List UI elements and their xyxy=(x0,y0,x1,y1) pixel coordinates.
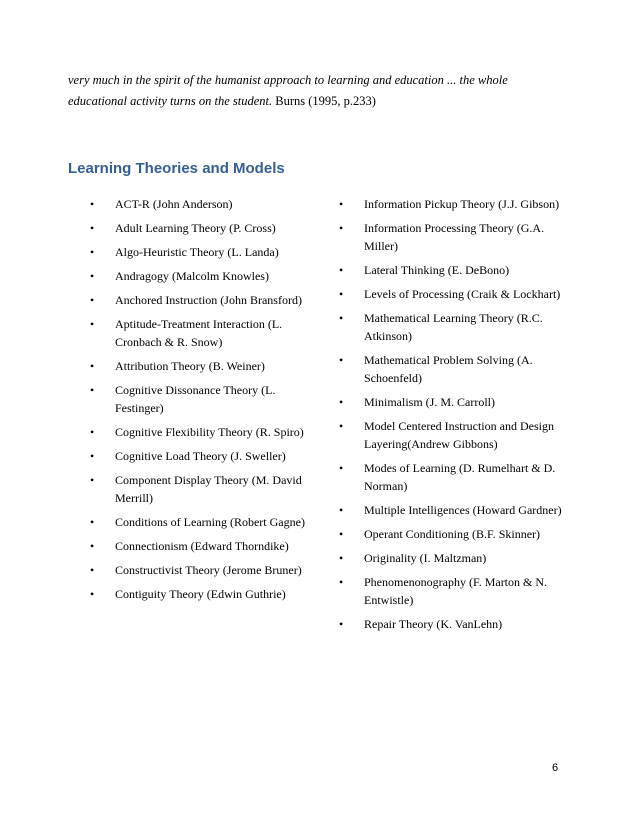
list-item xyxy=(90,447,315,465)
theories-list-left xyxy=(90,195,315,609)
list-item xyxy=(90,315,315,351)
bullet-icon: • xyxy=(90,269,95,283)
bullet-icon: • xyxy=(90,293,95,307)
bullet-icon: • xyxy=(339,311,344,325)
list-item xyxy=(90,195,315,213)
bullet-icon: • xyxy=(339,197,344,211)
list-item xyxy=(90,357,315,375)
list-item-text: Aptitude-Treatment Interaction (L. Cronbach & R. Snow) xyxy=(115,317,283,349)
list-item xyxy=(339,501,571,519)
bullet-icon: • xyxy=(339,419,344,433)
bullet-icon: • xyxy=(90,221,95,235)
bullet-icon: • xyxy=(339,395,344,409)
list-item xyxy=(90,537,315,555)
list-item-text: Multiple Intelligences (Howard Gardner) xyxy=(364,503,562,517)
bullet-icon: • xyxy=(339,287,344,301)
list-item-text: Minimalism (J. M. Carroll) xyxy=(364,395,495,409)
bullet-icon: • xyxy=(90,539,95,553)
bullet-icon: • xyxy=(90,425,95,439)
list-item xyxy=(90,267,315,285)
list-item xyxy=(339,393,571,411)
bullet-icon: • xyxy=(90,563,95,577)
bullet-icon: • xyxy=(90,245,95,259)
list-item-text: Attribution Theory (B. Weiner) xyxy=(115,359,265,373)
list-item-text: Contiguity Theory (Edwin Guthrie) xyxy=(115,587,286,601)
list-item xyxy=(90,243,315,261)
list-item xyxy=(339,261,571,279)
list-item xyxy=(90,471,315,507)
quote-italic-text: very much in the spirit of the humanist approach to learning and education ... the whole educational activity turns on the student. xyxy=(68,73,508,108)
list-item xyxy=(339,525,571,543)
list-item xyxy=(339,195,571,213)
list-item-text: Model Centered Instruction and Design Layering(Andrew Gibbons) xyxy=(364,419,554,451)
list-item-text: ACT-R (John Anderson) xyxy=(115,197,233,211)
quote-paragraph xyxy=(68,70,568,112)
list-item-text: Constructivist Theory (Jerome Bruner) xyxy=(115,563,302,577)
bullet-icon: • xyxy=(339,353,344,367)
bullet-icon: • xyxy=(90,197,95,211)
list-item xyxy=(339,351,571,387)
bullet-icon: • xyxy=(90,473,95,487)
list-item xyxy=(90,513,315,531)
list-item xyxy=(90,561,315,579)
list-item-text: Component Display Theory (M. David Merrill) xyxy=(115,473,302,505)
list-item xyxy=(90,291,315,309)
quote-citation: Burns (1995, p.233) xyxy=(275,94,376,108)
bullet-icon: • xyxy=(339,575,344,589)
theories-list-right xyxy=(339,195,571,639)
list-item-text: Cognitive Load Theory (J. Sweller) xyxy=(115,449,286,463)
list-item xyxy=(339,615,571,633)
bullet-icon: • xyxy=(339,221,344,235)
list-item-text: Phenomenonography (F. Marton & N. Entwistle) xyxy=(364,575,548,607)
list-item-text: Andragogy (Malcolm Knowles) xyxy=(115,269,269,283)
list-item-text: Mathematical Learning Theory (R.C. Atkinson) xyxy=(364,311,543,343)
list-item-text: Repair Theory (K. VanLehn) xyxy=(364,617,503,631)
list-item-text: Information Processing Theory (G.A. Miller) xyxy=(364,221,545,253)
bullet-icon: • xyxy=(90,359,95,373)
list-item-text: Conditions of Learning (Robert Gagne) xyxy=(115,515,305,529)
bullet-icon: • xyxy=(339,461,344,475)
bullet-icon: • xyxy=(90,449,95,463)
bullet-icon: • xyxy=(90,317,95,331)
list-item xyxy=(90,219,315,237)
section-heading: Learning Theories and Models xyxy=(68,160,285,177)
list-item-text: Operant Conditioning (B.F. Skinner) xyxy=(364,527,541,541)
bullet-icon: • xyxy=(339,527,344,541)
list-item xyxy=(339,573,571,609)
list-item xyxy=(339,417,571,453)
bullet-icon: • xyxy=(339,551,344,565)
list-item-text: Connectionism (Edward Thorndike) xyxy=(115,539,289,553)
bullet-icon: • xyxy=(90,515,95,529)
list-item-text: Anchored Instruction (John Bransford) xyxy=(115,293,302,307)
list-item-text: Modes of Learning (D. Rumelhart & D. Norman) xyxy=(364,461,556,493)
bullet-icon: • xyxy=(339,263,344,277)
bullet-icon: • xyxy=(90,383,95,397)
list-item-text: Information Pickup Theory (J.J. Gibson) xyxy=(364,197,560,211)
list-item xyxy=(339,285,571,303)
list-item-text: Adult Learning Theory (P. Cross) xyxy=(115,221,276,235)
list-item-text: Cognitive Dissonance Theory (L. Festinger) xyxy=(115,383,276,415)
list-item-text: Originality (I. Maltzman) xyxy=(364,551,487,565)
bullet-icon: • xyxy=(90,587,95,601)
list-item xyxy=(339,549,571,567)
list-item-text: Algo-Heuristic Theory (L. Landa) xyxy=(115,245,279,259)
list-item-text: Mathematical Problem Solving (A. Schoenfeld) xyxy=(364,353,533,385)
bullet-icon: • xyxy=(339,503,344,517)
list-item xyxy=(339,309,571,345)
list-item xyxy=(339,219,571,255)
list-item-text: Levels of Processing (Craik & Lockhart) xyxy=(364,287,561,301)
list-item-text: Cognitive Flexibility Theory (R. Spiro) xyxy=(115,425,304,439)
page-number: 6 xyxy=(552,762,559,774)
list-item xyxy=(90,423,315,441)
list-item xyxy=(339,459,571,495)
bullet-icon: • xyxy=(339,617,344,631)
list-item xyxy=(90,585,315,603)
list-item xyxy=(90,381,315,417)
list-item-text: Lateral Thinking (E. DeBono) xyxy=(364,263,510,277)
